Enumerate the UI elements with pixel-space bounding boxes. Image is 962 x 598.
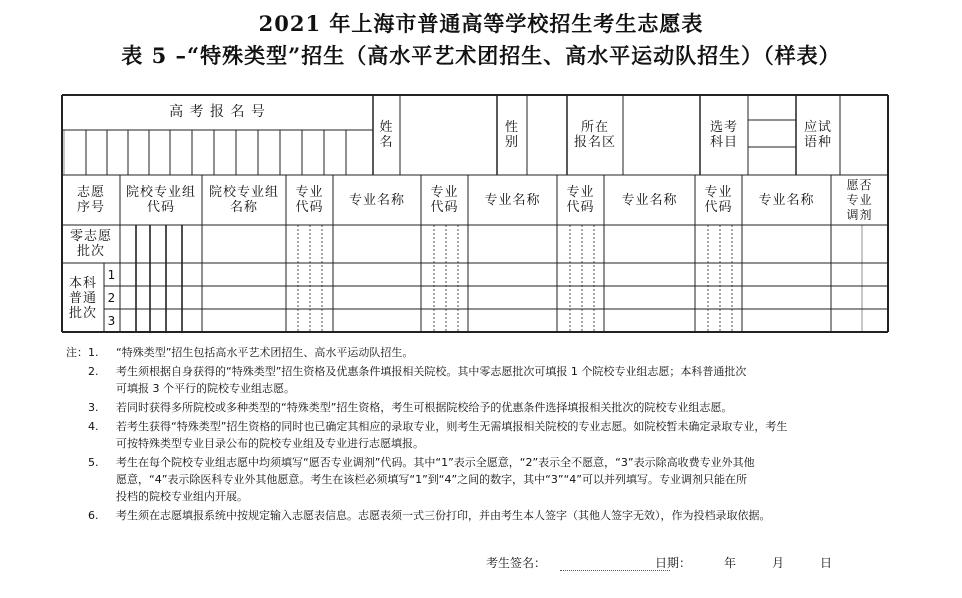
group-name-header: 院校专业组 名称 <box>208 185 279 215</box>
group-code-header: 院校专业组 代码 <box>125 185 196 215</box>
form-subtitle: 表 5 –“特殊类型”招生（高水平艺术团招生、高水平运动队招生）（样表） <box>121 43 841 68</box>
note-lead <box>66 363 88 397</box>
date-day-label: 日 <box>820 556 833 570</box>
language-label: 应试 语种 <box>803 120 832 150</box>
note-lead <box>66 399 88 416</box>
name-label: 姓 名 <box>379 120 394 150</box>
note-item <box>66 399 946 416</box>
note-text: 若考生获得“特殊类型”招生资格的同时也已确定其相应的录取专业，则考生无需填报相关院校的专业志愿。如院校暂未确定录取专业，考生 可按特殊类型专业目录公布的院校专业组及专业进行志愿填报。 <box>116 420 788 450</box>
signature-label: 考生签名： <box>486 556 547 570</box>
batch-row-number-1: 1 <box>107 267 117 282</box>
major-name-header-3: 专业名称 <box>621 192 678 208</box>
seq-header: 志愿 序号 <box>76 185 105 215</box>
date-month-label: 月 <box>772 556 785 570</box>
subjects-label: 选考 科目 <box>709 120 738 150</box>
major-code-header-4: 专业 代码 <box>704 185 733 215</box>
major-name-header-4: 专业名称 <box>758 192 815 208</box>
form-title: 2021 年上海市普通高等学校招生考生志愿表 <box>258 11 704 36</box>
major-name-header-1: 专业名称 <box>348 192 405 208</box>
exam-no-label: 高 考 报 名 号 <box>169 103 266 120</box>
regular-batch-label: 本科 普通 批次 <box>68 275 97 321</box>
note-item <box>66 418 946 452</box>
major-code-header-2: 专业 代码 <box>430 185 459 215</box>
note-item <box>66 507 946 524</box>
batch-row-number-3: 3 <box>107 313 117 328</box>
note-lead <box>66 507 88 524</box>
major-name-header-2: 专业名称 <box>484 192 541 208</box>
note-number: 1. <box>88 346 99 359</box>
note-number: 2. <box>88 365 99 378</box>
note-text: 考生在每个院校专业组志愿中均须填写“愿否专业调剂”代码。其中“1”表示全愿意，“2”表示全不愿意，“3”表示除高收费专业外其他 愿意，“4”表示除医科专业外其他愿意。考生在该栏必须填写“1”到“4”之间的数字，其中“3”“4”可以并列填写。专业调剂只能在所 投档的院校专业组内开展。 <box>116 456 755 503</box>
zero-batch-label: 零志愿 批次 <box>69 229 112 259</box>
note-text: 考生须根据自身获得的“特殊类型”招生资格及优惠条件填报相关院校。其中零志愿批次可填报 1 个院校专业组志愿；本科普通批次 可填报 3 个平行的院校专业组志愿。 <box>116 365 747 395</box>
note-item <box>66 344 946 361</box>
district-label: 所在 报名区 <box>573 120 616 150</box>
note-text: “特殊类型”招生包括高水平艺术团招生、高水平运动队招生。 <box>116 346 414 359</box>
note-number: 4. <box>88 420 99 433</box>
batch-row-number-2: 2 <box>107 290 117 305</box>
note-lead <box>66 454 88 505</box>
notes-section <box>66 344 946 526</box>
major-code-header-3: 专业 代码 <box>566 185 595 215</box>
note-number: 6. <box>88 509 99 522</box>
gender-label: 性 别 <box>504 120 519 150</box>
signature-line[interactable] <box>560 570 670 572</box>
date-year-label: 年 <box>724 556 737 570</box>
note-text: 考生须在志愿填报系统中按规定输入志愿表信息。志愿表须一式三份打印，并由考生本人签字（其他人签字无效），作为投档录取依据。 <box>116 509 771 522</box>
note-text: 若同时获得多所院校或多种类型的“特殊类型”招生资格，考生可根据院校给予的优惠条件选择填报相关批次的院校专业组志愿。 <box>116 401 733 414</box>
note-lead: 注： <box>66 346 88 359</box>
note-number: 3. <box>88 401 99 414</box>
note-item <box>66 454 946 505</box>
adjust-header: 愿否 专业 调剂 <box>846 177 873 222</box>
major-code-header-1: 专业 代码 <box>295 185 324 215</box>
note-item <box>66 363 946 397</box>
note-number: 5. <box>88 456 99 469</box>
note-lead <box>66 418 88 452</box>
date-label: 日期： <box>655 556 692 570</box>
